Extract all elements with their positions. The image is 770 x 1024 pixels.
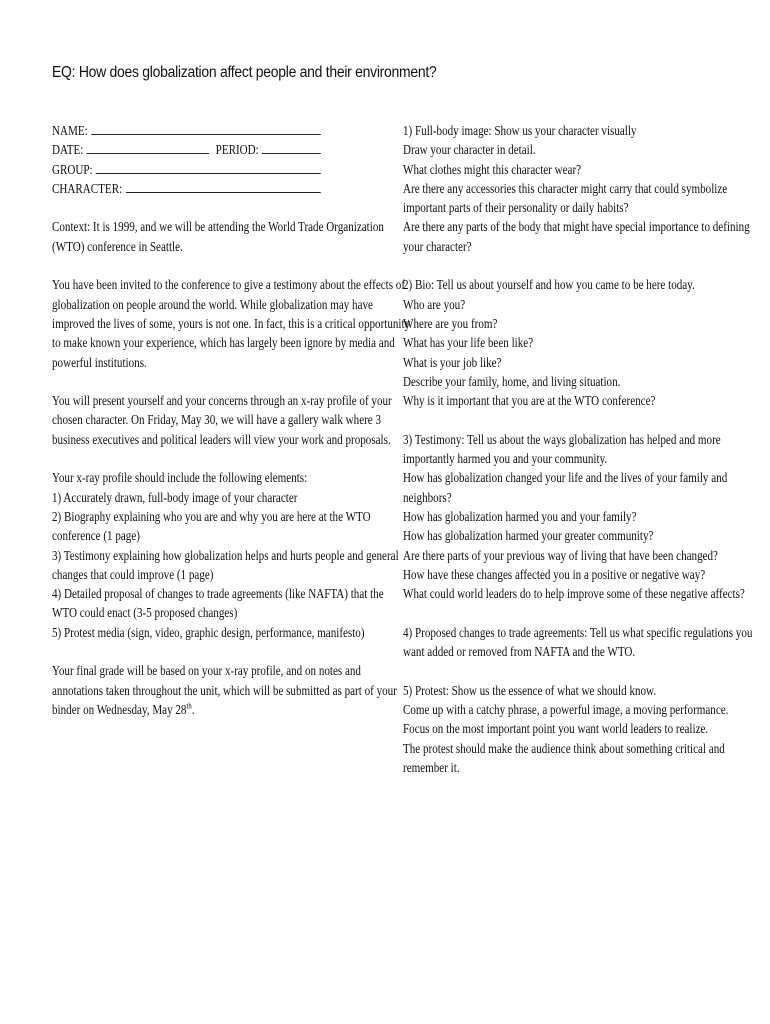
- grade-superscript: th: [186, 701, 192, 711]
- grade-period: .: [191, 701, 195, 717]
- grade-line: annotations taken throughout the unit, which will be submitted as part of your: [52, 682, 397, 698]
- context-line: (WTO) conference in Seattle.: [52, 238, 183, 254]
- elements-line: 3) Testimony explaining how globalization helps and hurts people and general: [52, 547, 399, 563]
- group-blank-line[interactable]: [96, 160, 321, 174]
- testimony-line: How has globalization harmed your greater community?: [403, 528, 654, 544]
- elements-line: 2) Biography explaining who you are and why you are here at the WTO: [52, 508, 371, 524]
- invited-line: powerful institutions.: [52, 354, 147, 370]
- date-label: DATE:: [52, 142, 84, 158]
- bio-line: What is your job like?: [403, 354, 502, 370]
- elements-line: 5) Protest media (sign, video, graphic design, performance, manifesto): [52, 624, 365, 640]
- image-line: your character?: [403, 238, 472, 254]
- invited-line: to make known your experience, which has largely been ignore by media and: [52, 335, 395, 351]
- protest-line: Focus on the most important point you want world leaders to realize.: [403, 721, 709, 737]
- image-line: important parts of their personality or daily habits?: [403, 200, 629, 216]
- bio-line: Why is it important that you are at the WTO conference?: [403, 393, 656, 409]
- character-field-row: [52, 179, 321, 198]
- image-line: Are there any accessories this character might carry that could symbolize: [403, 180, 728, 196]
- right-column: [403, 121, 753, 777]
- testimony-line: How has globalization changed your life and the lives of your family and: [403, 470, 728, 486]
- image-line: Are there any parts of the body that might have special importance to defining: [403, 219, 750, 235]
- group-label: GROUP:: [52, 161, 93, 177]
- protest-line: The protest should make the audience think about something critical and: [403, 740, 725, 756]
- present-line: business executives and political leaders will view your work and proposals.: [52, 431, 391, 447]
- image-line: What clothes might this character wear?: [403, 161, 582, 177]
- grade-line: Your final grade will be based on your x-ray profile, and on notes and: [52, 663, 361, 679]
- context-line: Context: It is 1999, and we will be attending the World Trade Organization: [52, 219, 384, 235]
- proposed-line: 4) Proposed changes to trade agreements: Tell us what specific regulations you: [403, 624, 753, 640]
- testimony-line: What could world leaders do to help improve some of these negative affects?: [403, 586, 745, 602]
- elements-line: conference (1 page): [52, 528, 140, 544]
- name-field-row: [52, 121, 321, 140]
- invited-line: globalization on people around the world. While globalization may have: [52, 296, 373, 312]
- elements-line: 1) Accurately drawn, full-body image of your character: [52, 489, 298, 505]
- name-blank-line[interactable]: [91, 121, 321, 135]
- protest-line: Come up with a catchy phrase, a powerful image, a moving performance.: [403, 701, 729, 717]
- bio-line: What has your life been like?: [403, 335, 534, 351]
- grade-line-last: [52, 700, 321, 719]
- protest-line: remember it.: [403, 759, 460, 775]
- bio-line: Where are you from?: [403, 315, 498, 331]
- image-line: 1) Full-body image: Show us your character visually: [403, 123, 637, 138]
- page-title: EQ: How does globalization affect people and their environment?: [52, 64, 437, 81]
- grade-text: binder on Wednesday, May 28: [52, 701, 187, 717]
- testimony-line: How has globalization harmed you and your family?: [403, 508, 637, 524]
- elements-line: WTO could enact (3-5 proposed changes): [52, 605, 238, 621]
- name-label: NAME:: [52, 123, 88, 138]
- image-line: Draw your character in detail.: [403, 142, 536, 158]
- present-line: chosen character. On Friday, May 30, we will have a gallery walk where 3: [52, 412, 382, 428]
- bio-line: Describe your family, home, and living situation.: [403, 373, 621, 389]
- left-column: [52, 121, 411, 719]
- character-blank-line[interactable]: [126, 179, 321, 193]
- testimony-line: neighbors?: [403, 489, 452, 505]
- protest-line: 5) Protest: Show us the essence of what we should know.: [403, 682, 657, 698]
- group-field-row: [52, 160, 321, 179]
- proposed-line: want added or removed from NAFTA and the WTO.: [403, 644, 636, 660]
- date-period-row: [52, 140, 321, 159]
- period-label: PERIOD:: [215, 142, 259, 158]
- invited-line: You have been invited to the conference to give a testimony about the effects of: [52, 277, 406, 293]
- testimony-line: 3) Testimony: Tell us about the ways globalization has helped and more: [403, 431, 721, 447]
- invited-line: improved the lives of some, yours is not one. In fact, this is a critical opportunity: [52, 315, 411, 331]
- bio-line: 2) Bio: Tell us about yourself and how you came to be here today.: [403, 277, 695, 293]
- testimony-line: How have these changes affected you in a positive or negative way?: [403, 566, 706, 582]
- elements-line: Your x-ray profile should include the following elements:: [52, 470, 308, 486]
- date-blank-line[interactable]: [87, 140, 209, 154]
- bio-line: Who are you?: [403, 296, 466, 312]
- testimony-line: Are there parts of your previous way of living that have been changed?: [403, 547, 718, 563]
- testimony-line: importantly harmed you and your community.: [403, 451, 608, 467]
- present-line: You will present yourself and your concerns through an x-ray profile of your: [52, 393, 392, 409]
- elements-line: 4) Detailed proposal of changes to trade agreements (like NAFTA) that the: [52, 586, 384, 602]
- character-label: CHARACTER:: [52, 180, 123, 196]
- elements-line: changes that could improve (1 page): [52, 566, 214, 582]
- period-blank-line[interactable]: [262, 140, 321, 154]
